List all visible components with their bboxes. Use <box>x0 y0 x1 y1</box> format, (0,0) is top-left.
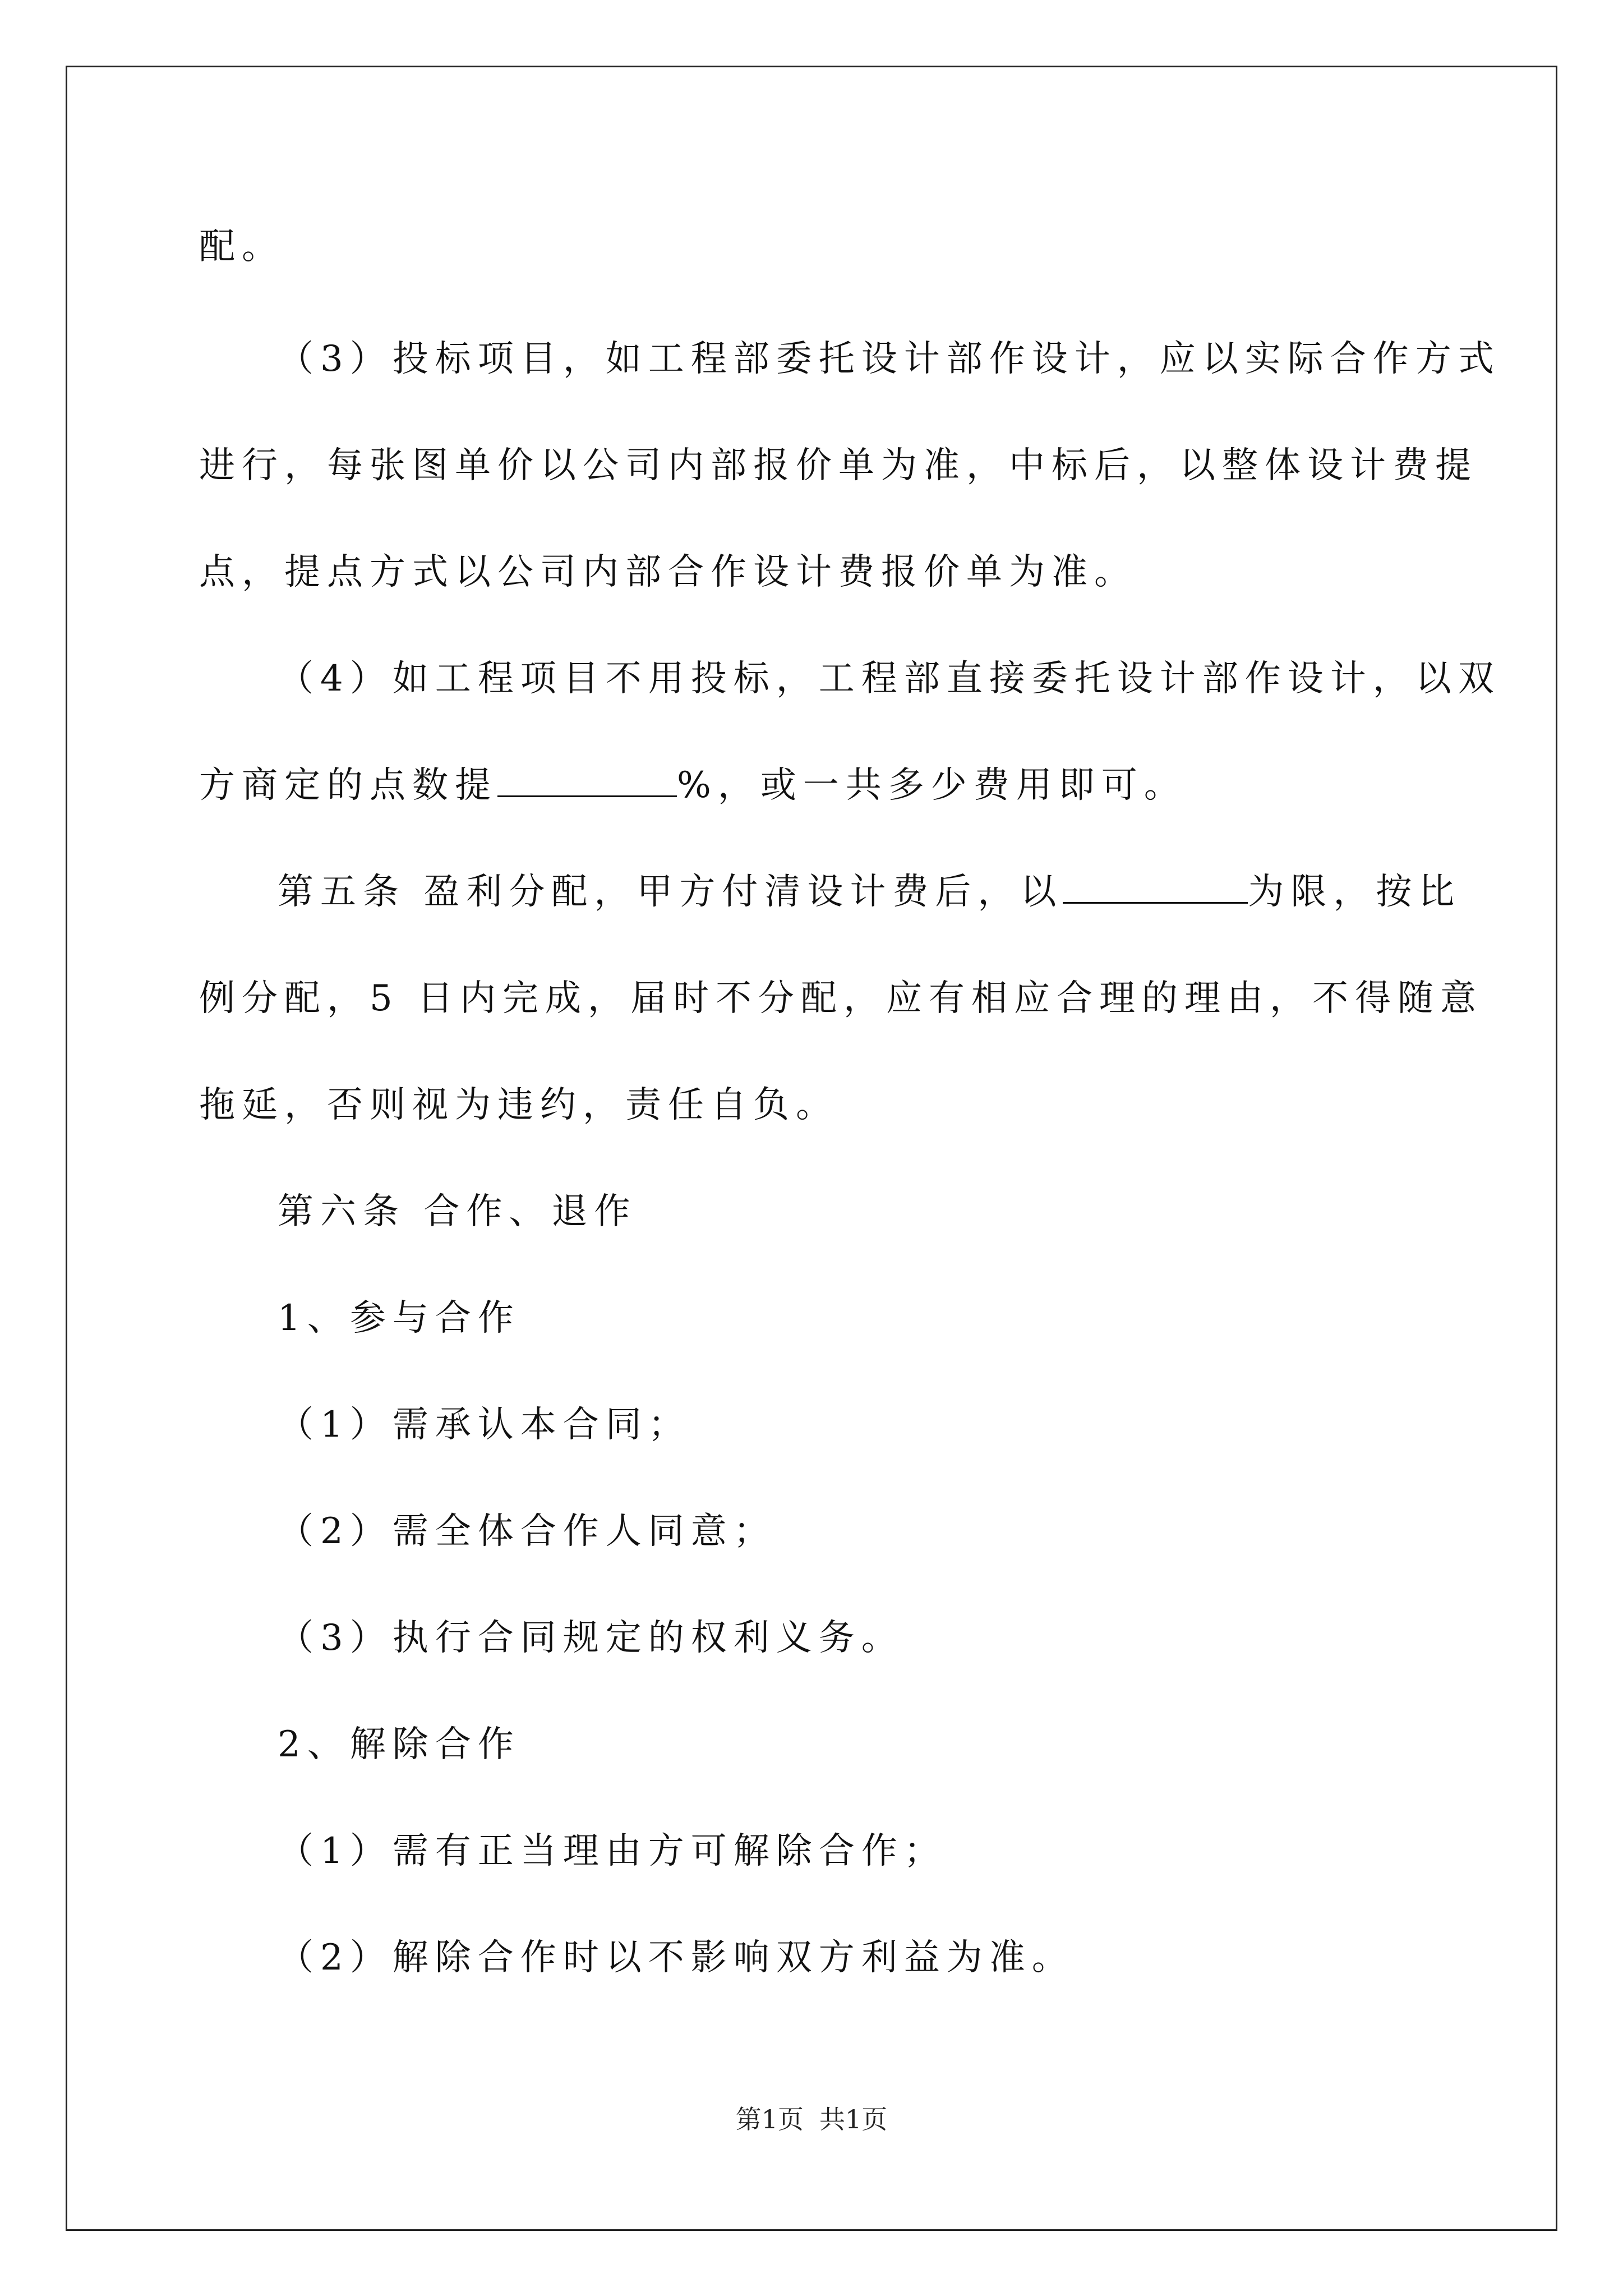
paragraph-line: （4）如工程项目不用投标，工程部直接委托设计部作设计，以双 <box>278 658 1501 700</box>
page-footer <box>0 2099 1623 2136</box>
list-item: （1）需承认本合同； <box>278 1404 691 1446</box>
fill-in-blank[interactable] <box>1063 871 1248 904</box>
page-border <box>66 66 1557 2231</box>
paragraph-line: 配。 <box>199 226 284 268</box>
list-heading: 2、解除合作 <box>278 1724 520 1765</box>
paragraph-line <box>199 763 1187 808</box>
list-item: （3）执行合同规定的权利义务。 <box>278 1617 904 1659</box>
line-text: 为限，按比 <box>1248 871 1461 913</box>
line-text: 方商定的点数提 <box>199 765 497 806</box>
page-total: 共1页 <box>819 2104 888 2134</box>
list-item: （2）解除合作时以不影响双方利益为准。 <box>278 1937 1075 1978</box>
paragraph-line <box>278 869 1461 914</box>
list-heading: 1、参与合作 <box>278 1297 520 1339</box>
page-number: 第1页 <box>735 2104 804 2134</box>
fill-in-blank[interactable] <box>497 764 677 797</box>
section-heading: 第六条 合作、退作 <box>278 1191 637 1232</box>
paragraph-line: 拖延，否则视为违约，责任自负。 <box>199 1084 838 1126</box>
paragraph-line: 点，提点方式以公司内部合作设计费报价单为准。 <box>199 551 1137 593</box>
line-text: %，或一共多少费用即可。 <box>677 765 1187 806</box>
paragraph-line: （3）投标项目，如工程部委托设计部作设计，应以实际合作方式 <box>278 338 1501 380</box>
paragraph-line: 进行，每张图单价以公司内部报价单为准，中标后，以整体设计费提 <box>199 445 1478 486</box>
list-item: （1）需有正当理由方可解除合作； <box>278 1830 947 1872</box>
paragraph-line: 例分配，5 日内完成，届时不分配，应有相应合理的理由，不得随意 <box>199 978 1483 1019</box>
list-item: （2）需全体合作人同意； <box>278 1511 776 1552</box>
line-text: 第五条 盈利分配，甲方付清设计费后，以 <box>278 871 1063 913</box>
